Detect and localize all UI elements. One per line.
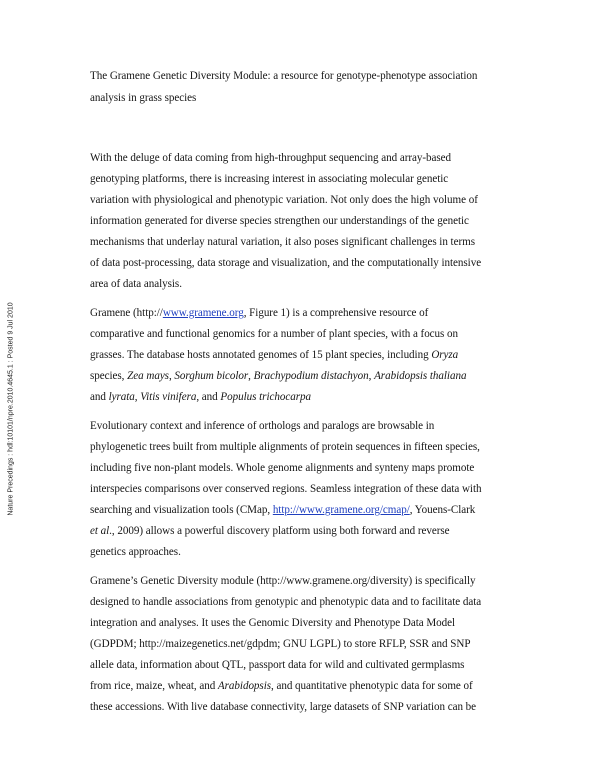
text-run: , <box>368 370 375 382</box>
text-run: , Youens-Clark <box>409 504 476 516</box>
paragraph-line: comparative and functional genomics for a number of plant species, with a focus on <box>90 328 459 340</box>
gramene-link[interactable]: www.gramene.org <box>162 307 244 319</box>
paragraph-line: Gramene’s Genetic Diversity module (http://www.gramene.org/diversity) is specifically <box>90 575 476 587</box>
paragraph-line: interspecies comparisons over conserved regions. Seamless integration of these data with <box>90 483 482 495</box>
paragraph-line <box>90 680 473 693</box>
paragraph-line <box>90 391 311 404</box>
paragraph-line <box>90 504 475 517</box>
species-name: Vitis vinifera <box>140 391 197 403</box>
cmap-link[interactable]: http://www.gramene.org/cmap/ <box>272 504 410 516</box>
paragraph-line <box>90 370 466 383</box>
species-name: Sorghum bicolor <box>174 370 249 382</box>
paragraph-line: of data post-processing, data storage and visualization, and the computationally intensive <box>90 257 482 269</box>
species-name: Populus trichocarpa <box>220 391 311 403</box>
text-run: searching and visualization tools (CMap, <box>90 504 273 516</box>
paragraph-line: (GDPDM; http://maizegenetics.net/gdpdm; GNU LGPL) to store RFLP, SSR and SNP <box>90 638 471 650</box>
paragraph-line <box>90 307 428 320</box>
paragraph-line: including five non-plant models. Whole genome alignments and synteny maps promote <box>90 462 475 474</box>
paragraph-line: With the deluge of data coming from high-throughput sequencing and array-based <box>90 152 452 164</box>
species-name: lyrata <box>108 391 135 403</box>
paragraph-line: Evolutionary context and inference of orthologs and paralogs are browsable in <box>90 420 435 432</box>
species-name: Arabidopsis <box>217 680 271 692</box>
text-run: , Figure 1) is a comprehensive resource of <box>243 307 429 319</box>
side-note-text: Nature Precedings : hdl:10101/npre.2010.4645.1 : Posted 9 Jul 2010 <box>7 302 15 516</box>
text-run: ., 2009) allows a powerful discovery platform using both forward and reverse <box>109 525 450 537</box>
paragraph-line: variation with physiological and phenotypic variation. Not only does the high volume of <box>90 194 478 206</box>
text-run: , <box>248 370 254 382</box>
text-run: , <box>134 391 141 403</box>
species-name: Arabidopsis thaliana <box>374 370 467 382</box>
title-line-2: analysis in grass species <box>90 92 197 104</box>
text-run: , <box>168 370 175 382</box>
paragraph-line: designed to handle associations from genotypic and phenotypic data and to facilitate data <box>90 596 482 608</box>
paragraph-line: integration and analyses. It uses the Genomic Diversity and Phenotype Data Model <box>90 617 456 629</box>
text-run: and <box>90 391 109 403</box>
paragraph-line <box>90 525 450 538</box>
paragraph-line: these accessions. With live database connectivity, large datasets of SNP variation can be <box>90 701 477 713</box>
text-run: Gramene (http:// <box>90 307 163 319</box>
paragraph-line: genotyping platforms, there is increasing interest in associating molecular genetic <box>90 173 449 185</box>
citation-etal: et al <box>90 525 110 537</box>
species-name: Zea mays <box>127 370 169 382</box>
paragraph-line: mechanisms that underlay natural variation, it also poses significant challenges in terms <box>90 236 475 248</box>
species-name: Brachypodium distachyon <box>253 370 369 382</box>
paragraph-line: area of data analysis. <box>90 278 182 290</box>
species-name: Oryza <box>431 349 459 361</box>
title-line-1: The Gramene Genetic Diversity Module: a resource for genotype-phenotype association <box>90 70 478 82</box>
paragraph-line: allele data, information about QTL, passport data for wild and cultivated germplasms <box>90 659 465 671</box>
paragraph-line <box>90 349 458 362</box>
text-run: , and <box>196 391 221 403</box>
paragraph-line: information generated for diverse species strengthen our understandings of the genetic <box>90 215 469 227</box>
text-run: , and quantitative phenotypic data for some of <box>271 680 473 692</box>
paragraph-line: phylogenetic trees built from multiple alignments of protein sequences in fifteen species, <box>90 441 480 453</box>
text-run: grasses. The database hosts annotated genomes of 15 plant species, including <box>90 349 432 361</box>
text-run: from rice, maize, wheat, and <box>90 680 218 692</box>
side-note <box>4 259 18 559</box>
text-run: species, <box>90 370 128 382</box>
paragraph-line: genetics approaches. <box>90 546 181 558</box>
